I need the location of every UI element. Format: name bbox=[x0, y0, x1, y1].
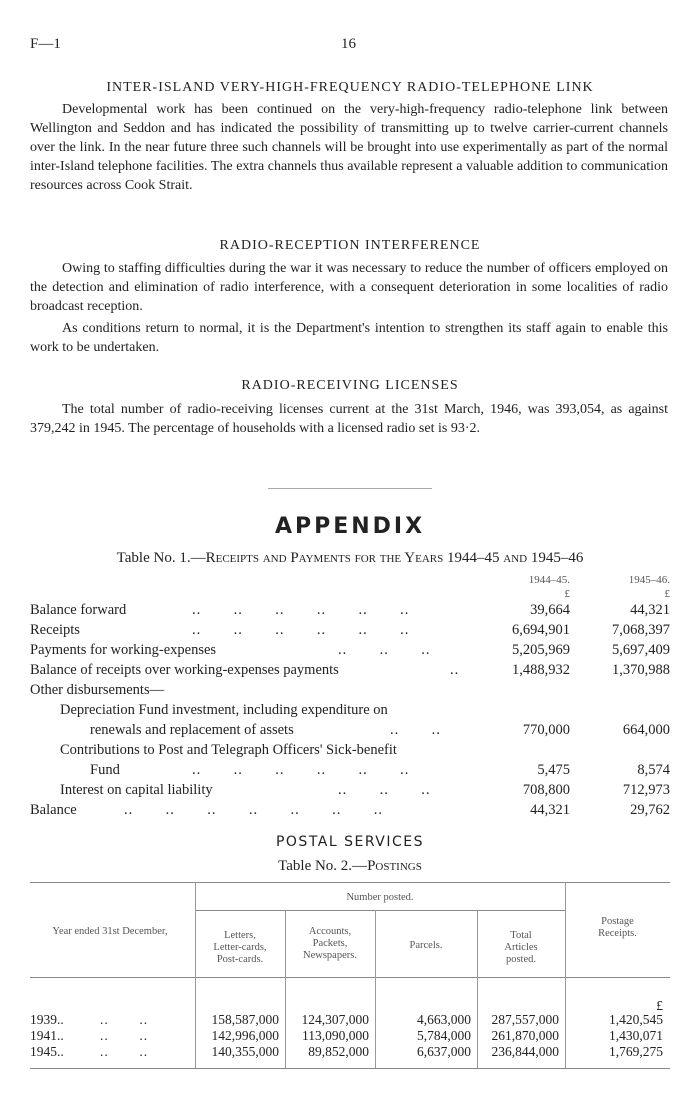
leader-dots: .. .. .. .. .. .. bbox=[192, 622, 410, 638]
table1-row bbox=[30, 642, 670, 662]
table1-col-year-1: 1944–45. bbox=[528, 574, 570, 586]
table1-caption-text: Receipts and Payments for the Years 1944–45 and 1945–46 bbox=[205, 550, 584, 566]
row-label: Other disbursements— bbox=[30, 682, 165, 698]
cell-accounts: 113,090,000 bbox=[302, 1028, 369, 1043]
row-year: 1941.. bbox=[30, 1028, 64, 1043]
col-header-accounts bbox=[285, 926, 375, 962]
value-1944-45: 770,000 bbox=[522, 722, 570, 738]
value-1945-46: 664,000 bbox=[622, 722, 670, 738]
value-1944-45: 5,475 bbox=[537, 762, 570, 778]
cell-total: 287,557,000 bbox=[491, 1012, 559, 1027]
leader-dots: .. .. bbox=[100, 1012, 149, 1027]
value-1944-45: 708,800 bbox=[522, 782, 570, 798]
value-1944-45: 5,205,969 bbox=[512, 642, 570, 658]
value-1945-46: 29,762 bbox=[630, 802, 670, 818]
value-1944-45: 1,488,932 bbox=[512, 662, 570, 678]
appendix-title: APPENDIX bbox=[274, 514, 426, 539]
value-1945-46: 712,973 bbox=[622, 782, 670, 798]
paragraph-licenses: The total number of radio-receiving licenses current at the 31st March, 1946, was 393,054, as against 379,242 in 1945. The percentage of households with a licensed radio set is 93·2. bbox=[30, 402, 668, 436]
paragraph-interference-1: Owing to staffing difficulties during the war it was necessary to reduce the number of officers employed on the detection and elimination of radio interference, with a consequent deterioration in some localities of radio broadcast reception. bbox=[30, 261, 668, 314]
group-header-rule bbox=[195, 910, 565, 911]
leader-dots: .. .. .. .. .. .. bbox=[192, 602, 410, 618]
leader-dots: .. .. .. .. .. .. bbox=[192, 762, 410, 778]
row-year: 1939.. bbox=[30, 1012, 64, 1027]
value-1944-45: 44,321 bbox=[530, 802, 570, 818]
row-label: Balance of receipts over working-expenses payments bbox=[30, 662, 339, 678]
table1-row bbox=[30, 682, 670, 702]
table2-caption bbox=[30, 858, 670, 875]
cell-accounts: 89,852,000 bbox=[308, 1044, 369, 1059]
header-line: Letters, bbox=[224, 930, 256, 941]
table1-row bbox=[30, 602, 670, 622]
table1-caption bbox=[30, 550, 670, 567]
table1-row bbox=[30, 762, 670, 782]
header-line: Letter-cards, bbox=[213, 942, 267, 953]
paragraph-vhf-link: Developmental work has been continued on the very-high-frequency radio-telephone link between Wellington and Seddon and has indicated the possibility of transmitting up to twelve carrier-current channels over the link. In the near future three such channels will be brought into use experimentally as part of the normal inter-Island telephone facilities. The extra channels thus available represent a valuable addition to communication resources across Cook Strait. bbox=[30, 102, 668, 193]
table1-row bbox=[30, 722, 670, 742]
leader-dots: .. .. bbox=[100, 1028, 149, 1043]
cell-parcels: 6,637,000 bbox=[417, 1044, 471, 1059]
col-header-postage bbox=[565, 916, 670, 940]
col-header-total bbox=[477, 930, 565, 966]
cell-parcels: 4,663,000 bbox=[417, 1012, 471, 1027]
header-line: Packets, bbox=[312, 938, 348, 949]
value-1944-45: 39,664 bbox=[530, 602, 570, 618]
header-line: Postage bbox=[601, 916, 634, 927]
table2-caption-text: Postings bbox=[367, 858, 422, 874]
table1-col-year-2: 1945–46. bbox=[628, 574, 670, 586]
paragraph-interference-2: As conditions return to normal, it is the Department's intention to strengthen its staff again to enable this work to be undertaken. bbox=[30, 321, 668, 355]
leader-dots: .. .. bbox=[100, 1044, 149, 1059]
cell-letters: 142,996,000 bbox=[211, 1028, 279, 1043]
table1-caption-prefix: Table No. 1.— bbox=[116, 550, 206, 566]
leader-dots: .. .. .. bbox=[338, 782, 431, 798]
table1-row bbox=[30, 662, 670, 682]
page-number: 16 bbox=[341, 36, 356, 52]
value-1945-46: 1,370,988 bbox=[612, 662, 670, 678]
header-line: Accounts, bbox=[308, 926, 352, 937]
row-label: Receipts bbox=[30, 622, 80, 638]
section-title-licenses: RADIO-RECEIVING LICENSES bbox=[241, 378, 459, 393]
table1-col-unit-2: £ bbox=[664, 588, 670, 600]
header-line: Total bbox=[510, 930, 532, 941]
table1-row bbox=[30, 622, 670, 642]
value-1945-46: 5,697,409 bbox=[612, 642, 670, 658]
cell-letters: 158,587,000 bbox=[211, 1012, 279, 1027]
header-line: Receipts. bbox=[598, 928, 637, 939]
cell-total: 236,844,000 bbox=[491, 1044, 559, 1059]
cell-parcels: 5,784,000 bbox=[417, 1028, 471, 1043]
cell-postage: 1,769,275 bbox=[609, 1044, 663, 1059]
header-line: Articles bbox=[504, 942, 538, 953]
value-1944-45: 6,694,901 bbox=[512, 622, 570, 638]
table1-row bbox=[30, 742, 670, 762]
row-label: Balance forward bbox=[30, 602, 127, 618]
row-label: Payments for working-expenses bbox=[30, 642, 217, 658]
page-header bbox=[30, 36, 670, 56]
row-label: Balance bbox=[30, 802, 77, 818]
section-title-vhf-link: INTER-ISLAND VERY-HIGH-FREQUENCY RADIO-TELEPHONE LINK bbox=[106, 80, 594, 95]
table-top-rule bbox=[30, 882, 670, 883]
cell-postage: 1,420,545 bbox=[609, 1012, 663, 1027]
cell-postage: 1,430,071 bbox=[609, 1028, 663, 1043]
leader-dots: .. .. .. bbox=[338, 642, 431, 658]
postage-unit: £ bbox=[656, 998, 663, 1013]
row-label: renewals and replacement of assets bbox=[90, 722, 294, 738]
value-1945-46: 44,321 bbox=[630, 602, 670, 618]
header-line: Post-cards. bbox=[216, 954, 264, 965]
table1-row bbox=[30, 702, 670, 722]
col-header-parcels: Parcels. bbox=[409, 940, 443, 951]
table1-row bbox=[30, 782, 670, 802]
section-divider bbox=[268, 488, 432, 489]
header-line: posted. bbox=[505, 954, 537, 965]
section-title-interference: RADIO-RECEPTION INTERFERENCE bbox=[219, 238, 481, 253]
col-header-year: Year ended 31st December, bbox=[52, 926, 168, 937]
leader-dots: .. .. bbox=[390, 722, 441, 738]
table-bottom-rule bbox=[30, 1068, 670, 1069]
value-1945-46: 8,574 bbox=[637, 762, 670, 778]
header-bottom-rule bbox=[30, 977, 670, 978]
cell-total: 261,870,000 bbox=[491, 1028, 559, 1043]
table2-caption-prefix: Table No. 2.— bbox=[278, 858, 368, 874]
postings-table bbox=[30, 882, 670, 1082]
report-reference: F—1 bbox=[30, 36, 61, 52]
postal-services-title: POSTAL SERVICES bbox=[275, 834, 425, 850]
col-header-letters bbox=[195, 930, 285, 966]
value-1945-46: 7,068,397 bbox=[612, 622, 670, 638]
leader-dots: .. .. .. .. .. .. .. bbox=[124, 802, 383, 818]
table1-row bbox=[30, 802, 670, 822]
leader-dots: .. bbox=[450, 662, 460, 678]
cell-letters: 140,355,000 bbox=[211, 1044, 279, 1059]
group-header-number-posted: Number posted. bbox=[346, 892, 414, 903]
header-line: Newspapers. bbox=[303, 950, 357, 961]
row-label: Interest on capital liability bbox=[60, 782, 213, 798]
row-year: 1945.. bbox=[30, 1044, 64, 1059]
row-label: Depreciation Fund investment, including expenditure on bbox=[60, 702, 388, 718]
row-label: Contributions to Post and Telegraph Officers' Sick-benefit bbox=[60, 742, 397, 758]
row-label: Fund bbox=[90, 762, 120, 778]
table1-col-unit-1: £ bbox=[564, 588, 570, 600]
cell-accounts: 124,307,000 bbox=[301, 1012, 369, 1027]
